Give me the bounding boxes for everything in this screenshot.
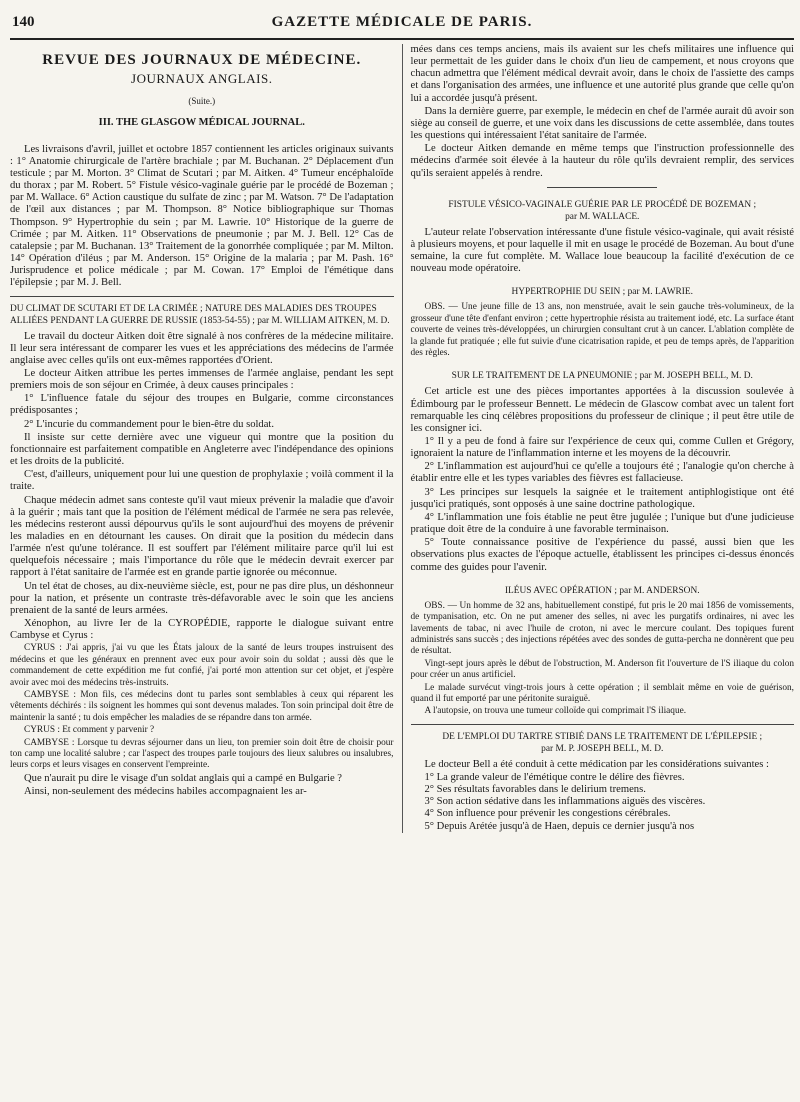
intro-paragraph: Les livraisons d'avril, juillet et octobre 1857 contiennent les articles originaux suivants : 1° Anatomie chirurgicale de l'artère brachiale ; par M. Buchanan. 2° Déplacement d'un testicule ; par M. Morton. 3° Climat de Scutari ; par M. Aitken. 4° Tumeur encéphaloïde du thorax ; par M. Robert. 5° Fistule vésico-vaginale guérie par le procédé de Bozeman ; par M. Wallace. 6° Action caustique du sulfate de zinc ; par M. Watson. 7° De l'adaptation de l'œil aux distances ; par M. Thompson. 8° Notice bibliographique sur Thomas Thompson. 9° Hypertrophie du sein ; par M. Lawrie. 10° Historique de la guerre de Crimée ; par M. Aitken. 11° Observations de pneumonie ; par M. J. Bell. 12° Cas de catalepsie ; par M. Buchanan. 13° Traitement de la gonorrhée compliquée ; par M. Milton. 14° Opération d'iléus ; par M. Anderson. 15° Origine de la malaria ; par M. Pash. 16° Jurisprudence et police médicale ; par M. Cowan. 17° Emploi de l'émétique dans l'épilepsie ; par M. J. Bell. <box>10 143 394 289</box>
divider <box>411 724 795 725</box>
article-title <box>411 199 795 223</box>
proposition: 4° L'inflammation une fois établie ne peut être jugulée ; l'unique but d'une judicieuse pratique doit être de la conduire à une favorable terminaison. <box>410 511 794 536</box>
proposition: 2° L'inflammation est aujourd'hui ce qu'elle a toujours été ; l'analogie qu'on cherche à établir entre elle et les types variables des fièvres est fallacieuse. <box>410 461 794 485</box>
dialogue-line: CYRUS : J'ai appris, j'ai vu que les États jaloux de la santé de leurs troupes instruisent des médecins et que les généraux en prennent avec eux pour avoir soin du soldat ; aussi dès que le commandement de cette expédition me fut confié, j'ai porté mon attention sur cet objet, et j'espère avoir avec moi des médecins très-instruits. <box>10 643 394 688</box>
section-title: III. THE GLASGOW MÉDICAL JOURNAL. <box>98 117 305 129</box>
article-title-line: FISTULE VÉSICO-VAGINALE GUÉRIE PAR LE PROCÉDÉ DE BOZEMAN ; <box>448 199 757 210</box>
article-title-line: DE L'EMPLOI DU TARTRE STIBIÉ DANS LE TRAITEMENT DE L'ÉPILEPSIE ; <box>442 731 763 742</box>
observation: OBS. — Une jeune fille de 13 ans, non menstruée, avait le sein gauche très-volumineux, de la grosseur d'une tête d'enfant environ ; cette hypertrophie résista au traitement iodé, etc. La surface étant couverte de veines très-développées, un chirurgien consultant crut à un cancer. L'ablation complète de la glande fut pratiquée ; elle fut suivie d'une cicatrisation rapide, et peu de temps après, de l'apparition des règles. <box>410 302 794 358</box>
article-title: ILÉUS AVEC OPÉRATION ; par M. ANDERSON. <box>504 585 700 596</box>
article-author: par M. WALLACE. <box>565 211 640 222</box>
suite-label: (Suite.) <box>188 96 216 107</box>
paragraph: Ainsi, non-seulement des médecins habiles accompagnaient les ar- <box>24 786 307 798</box>
observation: A l'autopsie, on trouva une tumeur colloïde qui comprimait l'S iliaque. <box>424 706 687 717</box>
columns <box>10 40 794 833</box>
proposition: 5° Toute connaissance positive de l'expérience du passé, aussi bien que les observations plus exactes de l'époque actuelle, établissent les principes ci-dessus énoncés comme des guides pour l'avenir. <box>410 537 794 573</box>
paragraph: Xénophon, au livre Ier de la CYROPÉDIE, rapporte le dialogue suivant entre Cambyse et Cyrus : <box>10 618 394 642</box>
divider <box>547 187 657 188</box>
article-author: par M. P. JOSEPH BELL, M. D. <box>541 743 664 754</box>
journal-title: GAZETTE MÉDICALE DE PARIS. <box>271 14 533 30</box>
divider <box>10 296 394 297</box>
paragraph: Dans la dernière guerre, par exemple, le médecin en chef de l'armée aurait dû avoir son siège au conseil de guerre, et une voix dans les discussions de cette assemblée, dans toutes les questions qui intéressaient l'état sanitaire de l'armée. <box>410 105 794 142</box>
dialogue-line: CAMBYSE : Lorsque tu devras séjourner dans un lieu, ton premier soin doit être de choisir pour ton camp une localité salubre ; car l'aspect des troupes parle toujours des lieux salubres ou insalubres, leurs corps et leurs visages en conservent l'empreinte. <box>10 737 394 771</box>
paragraph: Le travail du docteur Aitken doit être signalé à nos confrères de la médecine militaire. Il leur sera intéressant de comparer les vues et les appréciations des médecins de l'armée anglaise avec celles qu'ils ont eux-mêmes rapportées d'Orient. <box>10 330 394 366</box>
paragraph: L'auteur relate l'observation intéressante d'une fistule vésico-vaginale, qui avait résisté à plusieurs moyens, et pour laquelle il mit en usage le procédé de Bozeman. Au bout d'une semaine, la cure fut complète. M. Wallace loue beaucoup la facilité d'exécution de ce nouveau mode opératoire. <box>410 226 794 275</box>
paragraph: Chaque médecin admet sans conteste qu'il vaut mieux prévenir la maladie que d'avoir à la guérir ; mais tant que la position de l'élément médical de l'armée ne sera pas relevée, les médecins resteront aussi dépourvus qu'ils le sont aujourd'hui des moyens de prévenir les maladies en en détournant les causes. On dirait que la position du médecin dans l'armée n'est qu'une tolérance. Il est souffert par l'élément militaire parce qu'il lui est quelquefois nécessaire ; mais l'importance du rôle que le médecin devrait exercer par rapport à l'état sanitaire de l'armée est en grande partie ignorée ou méconnue. <box>10 494 394 579</box>
paragraph: Cet article est une des pièces importantes apportées à la discussion soulevée à Édimbourg par le professeur Bennett. Le médecin de Glascow combat avec un talent fort remarquable les cinq célèbres propositions du professeur de clinique ; il peut être utile de les consigner ici. <box>410 386 794 434</box>
paragraph: 1° L'influence fatale du séjour des troupes en Bulgarie, comme circonstances prédisposantes ; <box>10 393 394 417</box>
review-title: REVUE DES JOURNAUX DE MÉDECINE. <box>42 52 362 68</box>
page-number: 140 <box>12 14 35 30</box>
article-title: DU CLIMAT DE SCUTARI ET DE LA CRIMÉE ; NATURE DES MALADIES DES TROUPES ALLIÉES PENDANT LA GUERRE DE RUSSIE (1853-54-55) ; par M. WILLIAM AITKEN, M. D. <box>10 303 390 326</box>
proposition: 1° Il y a peu de fond à faire sur l'expérience de ceux qui, comme Cullen et Grégory, ignoraient la nature de l'inflammation interne et les moyens de la découvrir. <box>410 436 794 460</box>
paragraph: Il insiste sur cette dernière avec une vigueur qui montre que la position du fonctionnaire est parfaitement compatible en Angleterre avec l'indépendance des opinions et les droits de la publicité. <box>10 431 394 468</box>
paragraph: Que n'aurait pu dire le visage d'un soldat anglais qui a campé en Bulgarie ? <box>24 772 342 784</box>
observation: OBS. — Un homme de 32 ans, habituellement constipé, fut pris le 20 mai 1856 de vomissements, de tympanisation, etc. On ne put amener des selles, ni avec les purgatifs ordinaires, ni avec les lavements de tabac, ni avec l'huile de croton, ni avec le mercure coulant. Des topiques furent administrés sans succès ; des injections répétées avec des sondes de gutta-percha ne donnèrent que peu de résultat. <box>410 600 794 657</box>
dialogue-line: CAMBYSE : Mon fils, ces médecins dont tu parles sont semblables à ceux qui réparent les vêtements déchirés : ils soignent les hommes qui sont devenus malades. Ton soin principal doit être de maintenir la santé ; tu dois empêcher les maladies de se répandre dans ton armée. <box>10 690 394 723</box>
left-column <box>10 44 394 833</box>
list-item: 5° Depuis Arétée jusqu'à de Haen, depuis ce dernier jusqu'à nos <box>424 820 695 832</box>
considerations-list <box>411 772 795 833</box>
dialogue-line: CYRUS : Et comment y parvenir ? <box>24 725 155 736</box>
paragraph: 2° L'incurie du commandement pour le bien-être du soldat. <box>24 418 275 430</box>
running-head <box>10 14 794 40</box>
list-item: 1° La grande valeur de l'émétique contre le délire des fièvres. <box>424 771 685 783</box>
observation: Vingt-sept jours après le début de l'obstruction, M. Anderson fit l'ouverture de l'S iliaque du colon pour créer un anus artificiel. <box>410 658 794 681</box>
list-item: 3° Son action sédative dans les inflammations aiguës des viscères. <box>424 796 706 808</box>
paragraph: C'est, d'ailleurs, uniquement pour lui une question de prophylaxie ; voilà comment il la traite. <box>10 469 394 493</box>
paragraph: Un tel état de choses, au dix-neuvième siècle, est, pour ne pas dire plus, un déshonneur pour la nation, et présente un contraste très-défavorable avec le soin que les anciens prenaient de la santé de leurs armées. <box>10 580 394 616</box>
paragraph: mées dans ces temps anciens, mais ils avaient sur les chefs militaires une influence qui leur permettait de les guider dans le choix d'un lieu de campement, et nous croyons que chacun admettra que l'élément médical devrait avoir, dans le choix de l'assiette des camps et dans l'organisation des armées, une influence et une autorité plus grande que celle qu'on lui a accordée jusqu'à présent. <box>410 44 794 104</box>
list-item: 4° Son influence pour prévenir les congestions cérébrales. <box>424 808 671 820</box>
article-title: HYPERTROPHIE DU SEIN ; par M. LAWRIE. <box>511 287 693 298</box>
paragraph: Le docteur Bell a été conduit à cette médication par les considérations suivantes : <box>424 758 769 770</box>
review-subtitle: JOURNAUX ANGLAIS. <box>131 71 273 87</box>
paragraph: Le docteur Aitken attribue les pertes immenses de l'armée anglaise, pendant les sept premiers mois de son séjour en Crimée, à deux causes principales : <box>10 367 394 392</box>
proposition: 3° Les principes sur lesquels la saignée et le traitement antiphlogistique ont été jusqu'ici pratiqués, sont opposés à une saine doctrine pathologique. <box>410 486 794 510</box>
right-column <box>402 44 795 833</box>
list-item: 2° Ses résultats favorables dans le delirium tremens. <box>424 784 646 796</box>
observation: Le malade survécut vingt-trois jours à cette opération ; il semblait même en voie de guérison, quand il fut emporté par une péritonite suraiguë. <box>410 682 794 704</box>
article-title <box>411 731 795 755</box>
article-title: SUR LE TRAITEMENT DE LA PNEUMONIE ; par M. JOSEPH BELL, M. D. <box>451 371 753 382</box>
paragraph: Le docteur Aitken demande en même temps que l'instruction professionnelle des médecins d'armée soit élevée à la hauteur du rôle qu'ils devraient remplir, des services qu'ils seraient appelés à rendre. <box>410 143 794 179</box>
